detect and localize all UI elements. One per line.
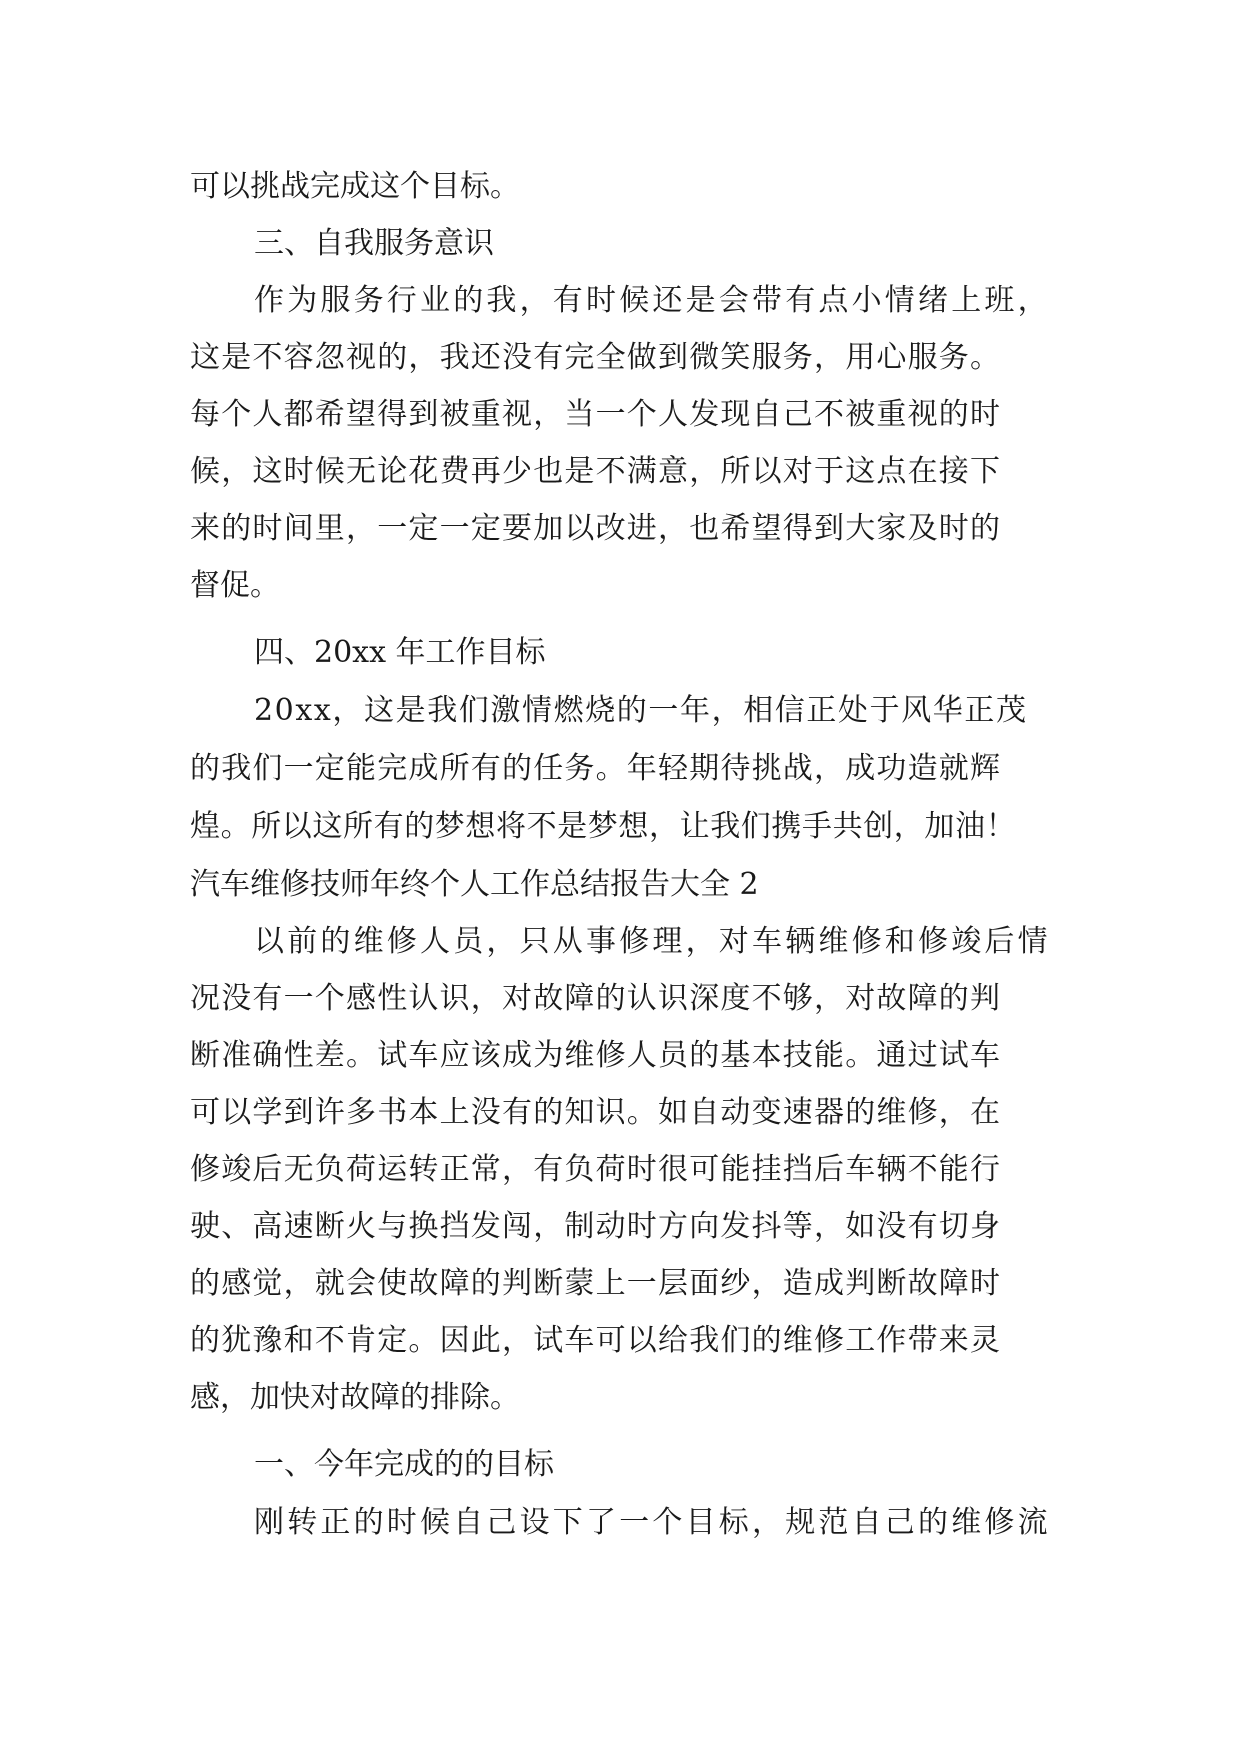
text-line: 的犹豫和不肯定。因此，试车可以给我们的维修工作带来灵	[190, 1323, 1002, 1358]
text-line: 的感觉，就会使故障的判断蒙上一层面纱，造成判断故障时	[190, 1266, 1002, 1301]
paragraph-first-line: 刚转正的时候自己设下了一个目标，规范自己的维修流	[254, 1505, 1051, 1540]
text-line: 可以学到许多书本上没有的知识。如自动变速器的维修，在	[190, 1095, 1002, 1130]
section-heading: 一、今年完成的的目标	[254, 1447, 554, 1482]
text-line: 况没有一个感性认识，对故障的认识深度不够，对故障的判	[190, 981, 1002, 1016]
paragraph-first-line: 作为服务行业的我，有时候还是会带有点小情绪上班，	[254, 283, 1051, 318]
paragraph-first-line: 以前的维修人员，只从事修理，对车辆维修和修竣后情	[254, 924, 1051, 959]
paragraph-first-line: 20xx，这是我们激情燃烧的一年，相信正处于风华正茂	[254, 693, 1028, 728]
text-line: 候，这时候无论花费再少也是不满意，所以对于这点在接下	[190, 454, 1002, 489]
text-line: 督促。	[190, 568, 280, 603]
text-line: 每个人都希望得到被重视，当一个人发现自己不被重视的时	[190, 397, 1002, 432]
text-line: 修竣后无负荷运转正常，有负荷时很可能挂挡后车辆不能行	[190, 1152, 1002, 1187]
text-line: 断准确性差。试车应该成为维修人员的基本技能。通过试车	[190, 1038, 1002, 1073]
text-line: 可以挑战完成这个目标。	[190, 169, 520, 204]
text-line: 煌。所以这所有的梦想将不是梦想，让我们携手共创，加油！	[190, 809, 1017, 844]
text-line: 驶、高速断火与换挡发闯，制动时方向发抖等，如没有切身	[190, 1209, 1002, 1244]
document-title: 汽车维修技师年终个人工作总结报告大全 2	[190, 867, 759, 902]
section-heading: 三、自我服务意识	[254, 226, 494, 261]
text-line: 的我们一定能完成所有的任务。年轻期待挑战，成功造就辉	[190, 751, 1002, 786]
text-line: 这是不容忽视的，我还没有完全做到微笑服务，用心服务。	[190, 340, 1002, 375]
text-line: 感，加快对故障的排除。	[190, 1380, 520, 1415]
text-line: 来的时间里，一定一定要加以改进，也希望得到大家及时的	[190, 511, 1002, 546]
section-heading: 四、20xx 年工作目标	[254, 635, 546, 670]
